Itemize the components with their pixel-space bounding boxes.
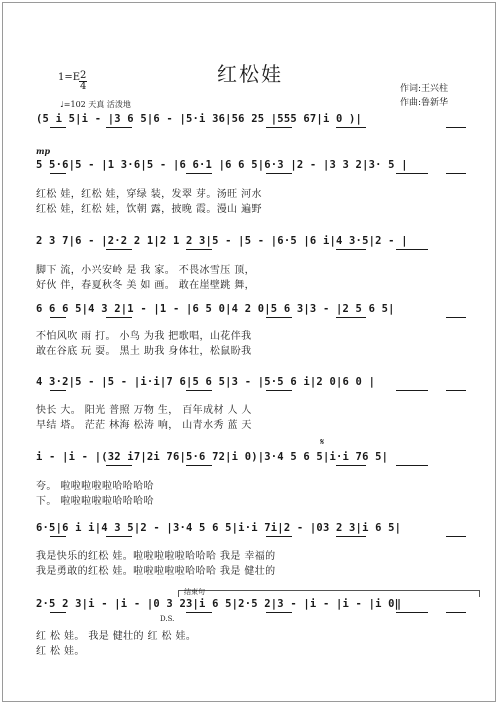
underline-mark (266, 536, 292, 537)
underline-mark (266, 390, 292, 391)
underline-mark (446, 127, 466, 128)
lyric-line-5-verse-1: 快长 大。 阳光 普照 万物 生， 百年成材 人 人 (36, 405, 252, 416)
notation-line-5: 4 3·2|5 - |5 - |i·i|7 6|5 6 5|3 - |5·5 6 i|2 0|6 0 | (36, 376, 376, 388)
underline-mark (266, 127, 292, 128)
underline-mark (50, 390, 66, 391)
underline-mark (50, 536, 66, 537)
lyric-line-4-verse-2: 敢在谷底 玩 耍。 黑土 助我 身体壮，松鼠盼我 (36, 346, 252, 357)
tempo-marking: ♩=102 天真 活泼地 (60, 100, 131, 109)
underline-mark (446, 390, 466, 391)
underline-mark (50, 317, 66, 318)
lyric-line-3-verse-1: 脚下 流，小兴安岭 是 我 家。 不畏冰雪压 顶， (36, 265, 256, 276)
ending-bracket (178, 590, 480, 597)
notation-line-4: 6 6 6 5|4 3 2|1 - |1 - |6 5 0|4 2 0|5 6 3|3 - |2 5 6 5| (36, 303, 395, 315)
underline-mark (266, 612, 292, 613)
key-label: 1=E (58, 72, 81, 83)
underline-mark (186, 612, 212, 613)
segno-sign: 𝄋 (320, 437, 325, 448)
underline-mark (396, 465, 428, 466)
underline-mark (336, 465, 366, 466)
underline-mark (446, 173, 466, 174)
notation-line-8: 2·5 2 3|i - |i - |0 3 23|i 6 5|2·5 2|3 - |i - |i - |i 0‖ (36, 598, 402, 610)
underline-mark (106, 127, 132, 128)
underline-mark (106, 465, 132, 466)
ds-marking: D.S. (160, 615, 175, 623)
underline-mark (396, 390, 428, 391)
underline-mark (186, 249, 212, 250)
key-signature (58, 70, 87, 92)
underline-mark (106, 536, 132, 537)
lyric-line-7-verse-1: 我是快乐的红松 娃。啦啦啦啦啦哈哈哈 我是 幸福的 (36, 551, 276, 562)
lyricist-credit: 作词:王兴柱 (400, 84, 449, 94)
underline-mark (336, 536, 366, 537)
underline-mark (266, 317, 292, 318)
underline-mark (50, 173, 66, 174)
underline-mark (396, 173, 428, 174)
composer-credit: 作曲:鲁新华 (400, 98, 449, 108)
underline-mark (266, 173, 292, 174)
underline-mark (106, 249, 132, 250)
underline-mark (396, 249, 428, 250)
underline-mark (186, 465, 212, 466)
notation-line-7: 6·5|6 i i|4 3 5|2 - |3·4 5 6 5|i·i 7i|2 - |03 2 3|i 6 5| (36, 522, 402, 534)
lyric-line-7-verse-2: 我是勇敢的红松 娃。啦啦啦啦啦哈哈哈 我是 健壮的 (36, 566, 276, 577)
time-denominator: 4 (80, 81, 87, 92)
notation-line-3: 2 3 7|6 - |2·2 2 1|2 1 2 3|5 - |5 - |6·5 |6 i|4 3·5|2 - | (36, 235, 408, 247)
lyric-line-8-verse-2: 红 松 娃。 (36, 646, 85, 657)
lyric-line-6-verse-1: 夸。 啦啦啦啦啦哈哈哈哈 (36, 481, 154, 492)
notation-line-2: 5 5·6|5 - |1 3·6|5 - |6 6·1 |6 6 5|6·3 |2 - |3 3 2|3· 5 | (36, 159, 408, 171)
dynamic-marking: mp (36, 146, 51, 156)
underline-mark (50, 612, 66, 613)
lyric-line-2-verse-1: 红松 娃，红松 娃，穿绿 装，发翠 芽。汤旺 河水 (36, 189, 262, 200)
lyric-line-8-verse-1: 红 松 娃。 我是 健壮的 红 松 娃。 (36, 631, 197, 642)
credits-block (400, 82, 448, 110)
notation-line-6: i - |i - |(32 i7|2i 76|5·6 72|i 0)|3·4 5 6 5|i·i 76 5| (36, 451, 389, 463)
underline-mark (336, 317, 366, 318)
song-title: 红松娃 (217, 62, 283, 86)
lyric-line-6-verse-2: 下。 啦啦啦啦啦哈哈哈哈 (36, 496, 154, 507)
underline-mark (186, 390, 212, 391)
underline-mark (186, 173, 212, 174)
underline-mark (336, 249, 366, 250)
time-numerator: 2 (80, 70, 87, 81)
lyric-line-4-verse-1: 不怕风吹 雨 打。 小鸟 为我 把歌唱，山花伴我 (36, 331, 252, 342)
underline-mark (446, 612, 466, 613)
ending-label: 结束句 (184, 588, 205, 596)
underline-mark (336, 127, 366, 128)
underline-mark (106, 317, 132, 318)
lyric-line-3-verse-2: 好伙 伴，春夏秋冬 美 如 画。 敢在崖壁跳 舞， (36, 280, 256, 291)
lyric-line-2-verse-2: 红松 娃，红松 娃，饮朝 露，披晚 霞。漫山 遍野 (36, 204, 262, 215)
underline-mark (50, 127, 66, 128)
lyric-line-5-verse-2: 早结 塔。 茫茫 林海 松涛 响， 山青水秀 蓝 天 (36, 420, 252, 431)
underline-mark (446, 317, 466, 318)
underline-mark (446, 536, 466, 537)
underline-mark (396, 612, 428, 613)
notation-line-1: (5 i 5|i - |3 6 5|6 - |5·i 36|56 25 |555 67|i 0 )| (36, 113, 363, 125)
